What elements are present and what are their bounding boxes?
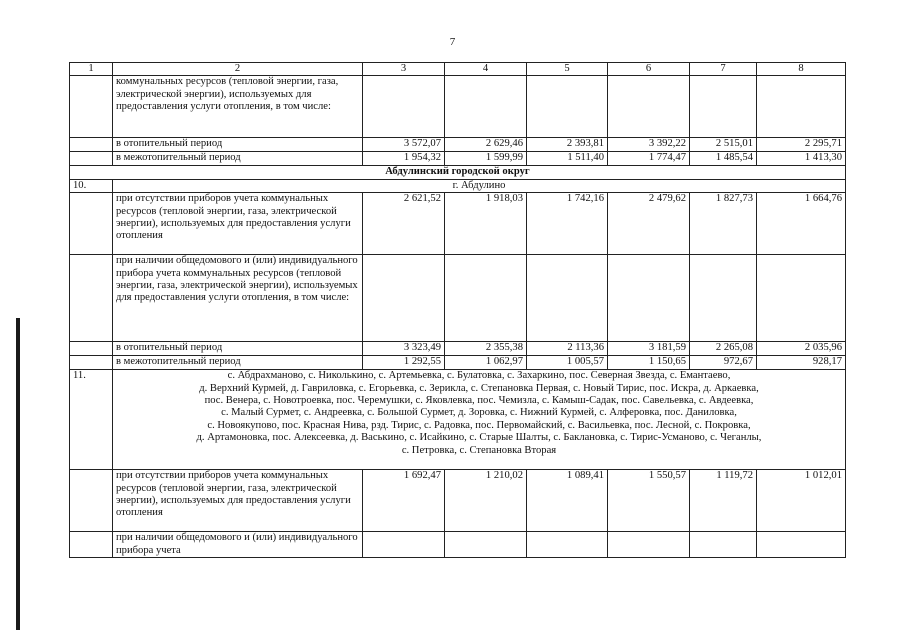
value-cell: 1 692,47 xyxy=(363,470,445,532)
entry-number: 11. xyxy=(70,370,113,470)
row-description: при отсутствии приборов учета коммунальных ресурсов (тепловой энергии, газа, электрической энергии), используемых для предоставления услуги отопления xyxy=(113,193,363,255)
table-row xyxy=(70,470,846,532)
district-row xyxy=(70,166,846,179)
places-line: с. Новоякупово, пос. Красная Нива, рзд. Тирис, с. Радовка, пос. Первомайский, с. Васильевка, пос. Лесной, с. Покровка, xyxy=(207,419,751,431)
value-cell: 2 393,81 xyxy=(527,138,608,152)
value-cell: 2 113,36 xyxy=(527,342,608,356)
header-cell: 2 xyxy=(113,63,363,76)
value-cell: 3 181,59 xyxy=(608,342,690,356)
value-cell: 2 295,71 xyxy=(757,138,846,152)
value-cell: 1 550,57 xyxy=(608,470,690,532)
header-cell: 5 xyxy=(527,63,608,76)
scan-edge-mark xyxy=(16,318,20,630)
value-cell: 1 119,72 xyxy=(690,470,757,532)
places-line: с. Малый Сурмет, с. Андреевка, с. Большой Сурмет, д. Зоровка, с. Нижний Курмей, с. Алферовка, пос. Даниловка, xyxy=(221,407,737,419)
value-cell: 1 511,40 xyxy=(527,152,608,166)
row-label: в межотопительный период xyxy=(113,152,363,166)
value-cell: 1 827,73 xyxy=(690,193,757,255)
table-row xyxy=(70,193,846,255)
town-row xyxy=(70,179,846,192)
tariff-table xyxy=(69,62,846,558)
table-row xyxy=(70,532,846,558)
header-cell: 4 xyxy=(445,63,527,76)
value-cell: 3 572,07 xyxy=(363,138,445,152)
value-cell: 1 292,55 xyxy=(363,356,445,370)
value-cell: 1 210,02 xyxy=(445,470,527,532)
places-line: д. Артамоновка, пос. Алексеевка, д. Васькино, с. Исайкино, с. Старые Шалты, с. Баклановка, с. Тирис-Усманово, с. Чеганлы, xyxy=(196,432,762,444)
value-cell: 1 089,41 xyxy=(527,470,608,532)
places-line: с. Абдрахманово, с. Николькино, с. Артемьевка, с. Булатовка, с. Захаркино, пос. Северная Звезда, с. Емантаево, xyxy=(227,370,731,382)
value-cell: 1 005,57 xyxy=(527,356,608,370)
header-cell: 3 xyxy=(363,63,445,76)
places-line: с. Петровка, с. Степановка Вторая xyxy=(401,444,557,456)
entry-number: 10. xyxy=(70,179,113,192)
value-cell: 1 413,30 xyxy=(757,152,846,166)
header-cell: 6 xyxy=(608,63,690,76)
value-cell: 2 621,52 xyxy=(363,193,445,255)
value-cell: 1 012,01 xyxy=(757,470,846,532)
places-line: пос. Венера, с. Новотроевка, пос. Черемушки, с. Яковлевка, пос. Чемизла, с. Камыш-Садак, пос. Савельевка, с. Авдеевка, xyxy=(204,395,754,407)
row-label: в отопительный период xyxy=(113,342,363,356)
places-list xyxy=(113,370,846,470)
value-cell: 1 742,16 xyxy=(527,193,608,255)
table-row xyxy=(70,76,846,138)
district-title: Абдулинский городской округ xyxy=(70,166,846,179)
page-number: 7 xyxy=(449,36,456,48)
row-description: при наличии общедомового и (или) индивидуального прибора учета xyxy=(113,532,363,558)
table-row xyxy=(70,356,846,370)
value-cell: 2 035,96 xyxy=(757,342,846,356)
value-cell: 972,67 xyxy=(690,356,757,370)
value-cell: 2 629,46 xyxy=(445,138,527,152)
row-label: в межотопительный период xyxy=(113,356,363,370)
row-label: в отопительный период xyxy=(113,138,363,152)
value-cell: 1 664,76 xyxy=(757,193,846,255)
value-cell: 1 062,97 xyxy=(445,356,527,370)
value-cell: 1 599,99 xyxy=(445,152,527,166)
value-cell: 2 355,38 xyxy=(445,342,527,356)
value-cell: 1 150,65 xyxy=(608,356,690,370)
table-row xyxy=(70,138,846,152)
table-row xyxy=(70,152,846,166)
header-cell: 7 xyxy=(690,63,757,76)
table-row xyxy=(70,342,846,356)
row-description: при отсутствии приборов учета коммунальных ресурсов (тепловой энергии, газа, электрической энергии), используемых для предоставления услуги отопления xyxy=(113,470,363,532)
header-cell: 8 xyxy=(757,63,846,76)
row-description: коммунальных ресурсов (тепловой энергии, газа, электрической энергии), используемых для предоставления услуги отопления, в том числе: xyxy=(113,76,363,138)
value-cell: 2 515,01 xyxy=(690,138,757,152)
header-cell: 1 xyxy=(70,63,113,76)
value-cell: 2 265,08 xyxy=(690,342,757,356)
table-row xyxy=(70,255,846,342)
value-cell: 2 479,62 xyxy=(608,193,690,255)
town-name: г. Абдулино xyxy=(113,179,846,192)
places-line: д. Верхний Курмей, д. Гавриловка, с. Егорьевка, с. Зерикла, с. Степановка Первая, с. Новый Тирис, пос. Искра, д. Аркаевка, xyxy=(199,382,759,394)
value-cell: 1 485,54 xyxy=(690,152,757,166)
value-cell: 1 918,03 xyxy=(445,193,527,255)
value-cell: 1 954,32 xyxy=(363,152,445,166)
places-row xyxy=(70,370,846,470)
header-row xyxy=(70,63,846,76)
value-cell: 3 323,49 xyxy=(363,342,445,356)
row-description: при наличии общедомового и (или) индивидуального прибора учета коммунальных ресурсов (тепловой энергии, газа, электрической энергии), используемых для предоставления услуги отопления, в том числе: xyxy=(113,255,363,342)
value-cell: 1 774,47 xyxy=(608,152,690,166)
value-cell: 3 392,22 xyxy=(608,138,690,152)
value-cell: 928,17 xyxy=(757,356,846,370)
